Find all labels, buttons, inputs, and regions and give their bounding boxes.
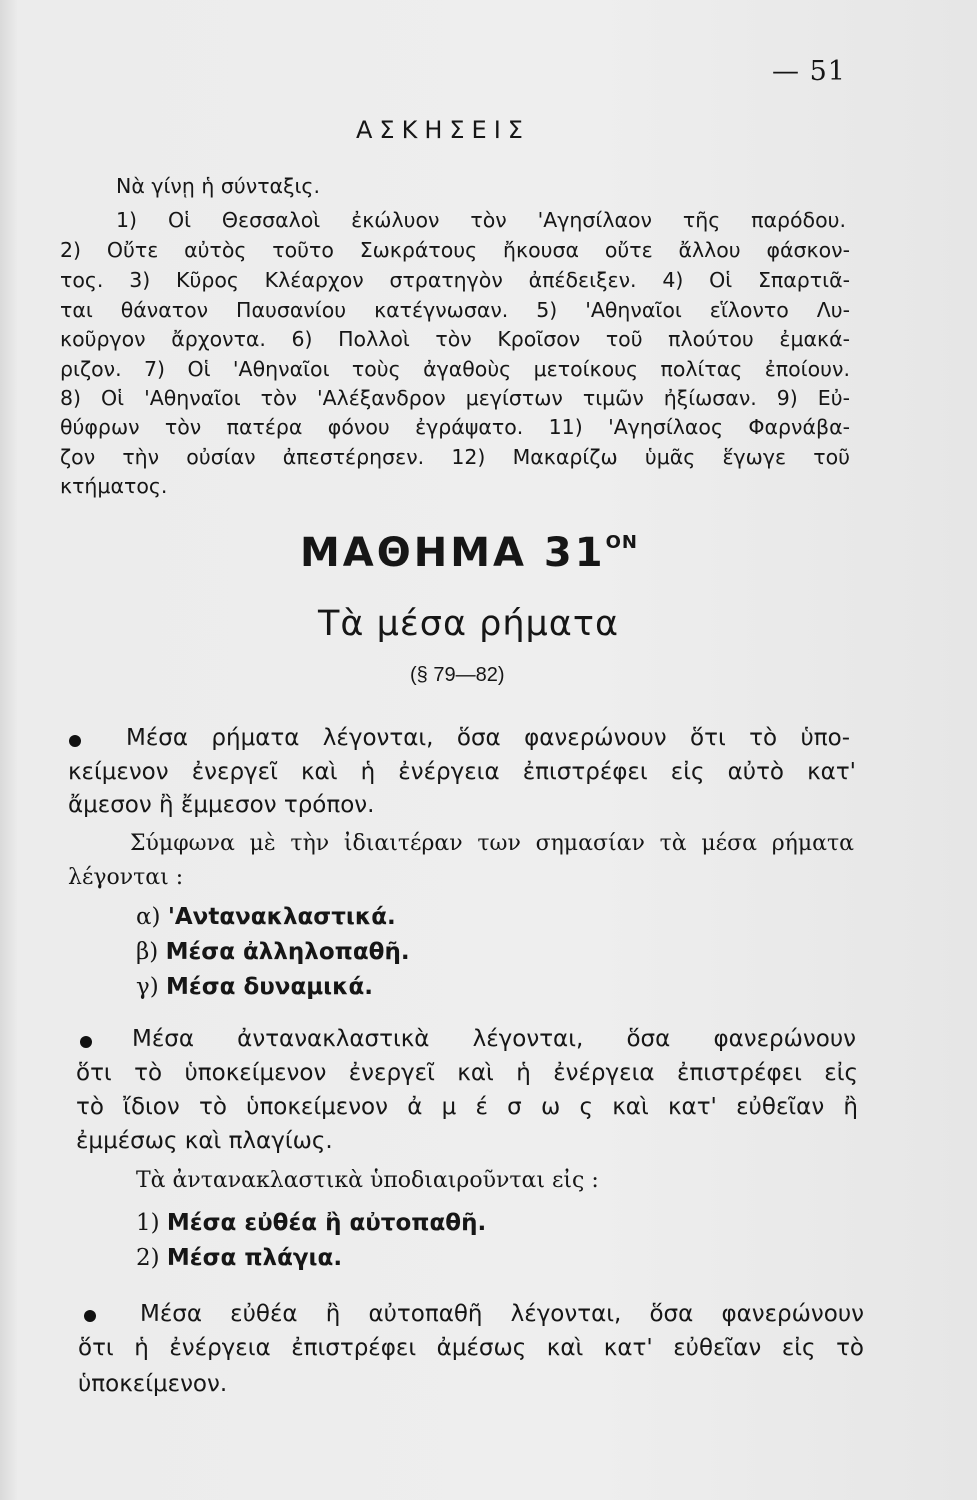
definition-line: ἐμμέσως καὶ πλαγίως. [76, 1128, 333, 1154]
type-label: 2) [136, 1245, 160, 1271]
type-text: Μέσα δυναμικά. [166, 974, 374, 1000]
bullet-icon [80, 1036, 92, 1048]
type-text: Μέσα ἀλληλοπαθῆ. [165, 939, 410, 965]
exercise-line: κτήματος. [60, 474, 168, 498]
type-text: 'Ανtανακλαστικά. [167, 904, 396, 930]
exercise-line: 8) Οἱ 'Αθηναῖοι τὸν 'Αλέξανδρον μεγίστων τιμῶν ἠξίωσαν. 9) Εὐ- [60, 386, 850, 410]
type-item [136, 1210, 486, 1236]
intro-line: Σύμφωνα μὲ τὴν ἰδιαιτέραν των σημασίαν τὰ μέσα ρήματα [130, 831, 854, 856]
exercise-line: τος. 3) Κῦρος Κλέαρχον στρατηγὸν ἀπέδειξεν. 4) Οἱ Σπαρτιᾶ- [60, 268, 850, 292]
definition-line: τὸ ἴδιον τὸ ὑποκείμενον ἀ μ έ σ ω ς καὶ κατ' εὐθεῖαν ἢ [76, 1094, 858, 1120]
lesson-subtitle: Τὰ μέσα ρήματα [318, 604, 620, 644]
definition-line: κείμενον ἐνεργεῖ καὶ ἡ ἐνέργεια ἐπιστρέφει εἰς αὐτὸ κατ' [68, 759, 856, 785]
definition-line: Μέσα εὐθέα ἢ αὐτοπαθῆ λέγονται, ὅσα φανερώνουν [140, 1301, 864, 1327]
intro-line: Τὰ ἀντανακλαστικὰ ὑποδιαιροῦνται εἰς : [136, 1168, 599, 1193]
bullet-icon [69, 735, 81, 747]
exercises-instruction: Νὰ γίνῃ ἡ σύνταξις. [116, 174, 320, 198]
type-label: γ) [136, 974, 159, 1000]
type-label: 1) [136, 1210, 160, 1236]
lesson-title-text: ΜΑΘΗΜΑ 31 [300, 530, 606, 576]
exercise-line: κοῦργον ἄρχοντα. 6) Πολλοὶ τὸν Κροῖσον τοῦ πλούτου ἐμακά- [60, 327, 850, 351]
page-number: — 51 [772, 56, 846, 87]
type-label: α) [136, 904, 161, 930]
type-label: β) [136, 939, 159, 965]
exercise-line: ριζον. 7) Οἱ 'Αθηναῖοι τοὺς ἀγαθοὺς μετοίκους πολίτας ἐποίουν. [60, 357, 850, 381]
definition-line: ὅτι τὸ ὑποκείμενον ἐνεργεῖ καὶ ἡ ἐνέργεια ἐπιστρέφει εἰς [76, 1060, 858, 1086]
paragraph-reference: (§ 79—82) [410, 664, 505, 686]
bullet-icon [84, 1310, 96, 1322]
definition-line: ὑποκείμενον. [78, 1371, 228, 1397]
exercise-line: 1) Οἱ Θεσσαλοὶ ἐκώλυον τὸν 'Αγησίλαον τῆς παρόδου. [116, 208, 846, 232]
intro-line: λέγονται : [68, 865, 184, 890]
lesson-title-ordinal: ΟΝ [605, 532, 638, 553]
definition-line: ἄμεσον ἢ ἔμμεσον τρόπον. [68, 792, 375, 818]
type-text: Μέσα πλάγια. [166, 1245, 343, 1271]
exercise-line: ται θάνατον Παυσανίου κατέγνωσαν. 5) 'Αθηναῖοι εἵλοντο Λυ- [60, 298, 850, 322]
type-item [136, 1245, 342, 1271]
exercise-line: 2) Οὔτε αὐτὸς τοῦτο Σωκράτους ἤκουσα οὔτε ἄλλου φάσκον- [60, 238, 850, 262]
type-item [136, 904, 396, 930]
exercises-title: ΑΣΚΗΣΕΙΣ [356, 116, 530, 144]
exercise-line: ζον τὴν οὐσίαν ἀπεστέρησεν. 12) Μακαρίζω ὑμᾶς ἕγωγε τοῦ [60, 445, 850, 469]
exercise-line: θύφρων τὸν πατέρα φόνου ἐγράψατο. 11) 'Αγησίλαος Φαρνάβα- [60, 415, 850, 439]
definition-line: ὅτι ἡ ἐνέργεια ἐπιστρέφει ἀμέσως καὶ κατ' εὐθεῖαν εἰς τὸ [78, 1335, 864, 1361]
definition-line: Μέσα ἀντανακλαστικὰ λέγονται, ὅσα φανερώνουν [132, 1026, 856, 1052]
type-item [136, 939, 410, 965]
type-text: Μέσα εὐθέα ἢ αὐτοπαθῆ. [166, 1210, 487, 1236]
lesson-title [300, 530, 638, 576]
definition-line: Μέσα ρήματα λέγονται, ὅσα φανερώνουν ὅτι τὸ ὑπο- [126, 725, 850, 751]
type-item [136, 974, 373, 1000]
